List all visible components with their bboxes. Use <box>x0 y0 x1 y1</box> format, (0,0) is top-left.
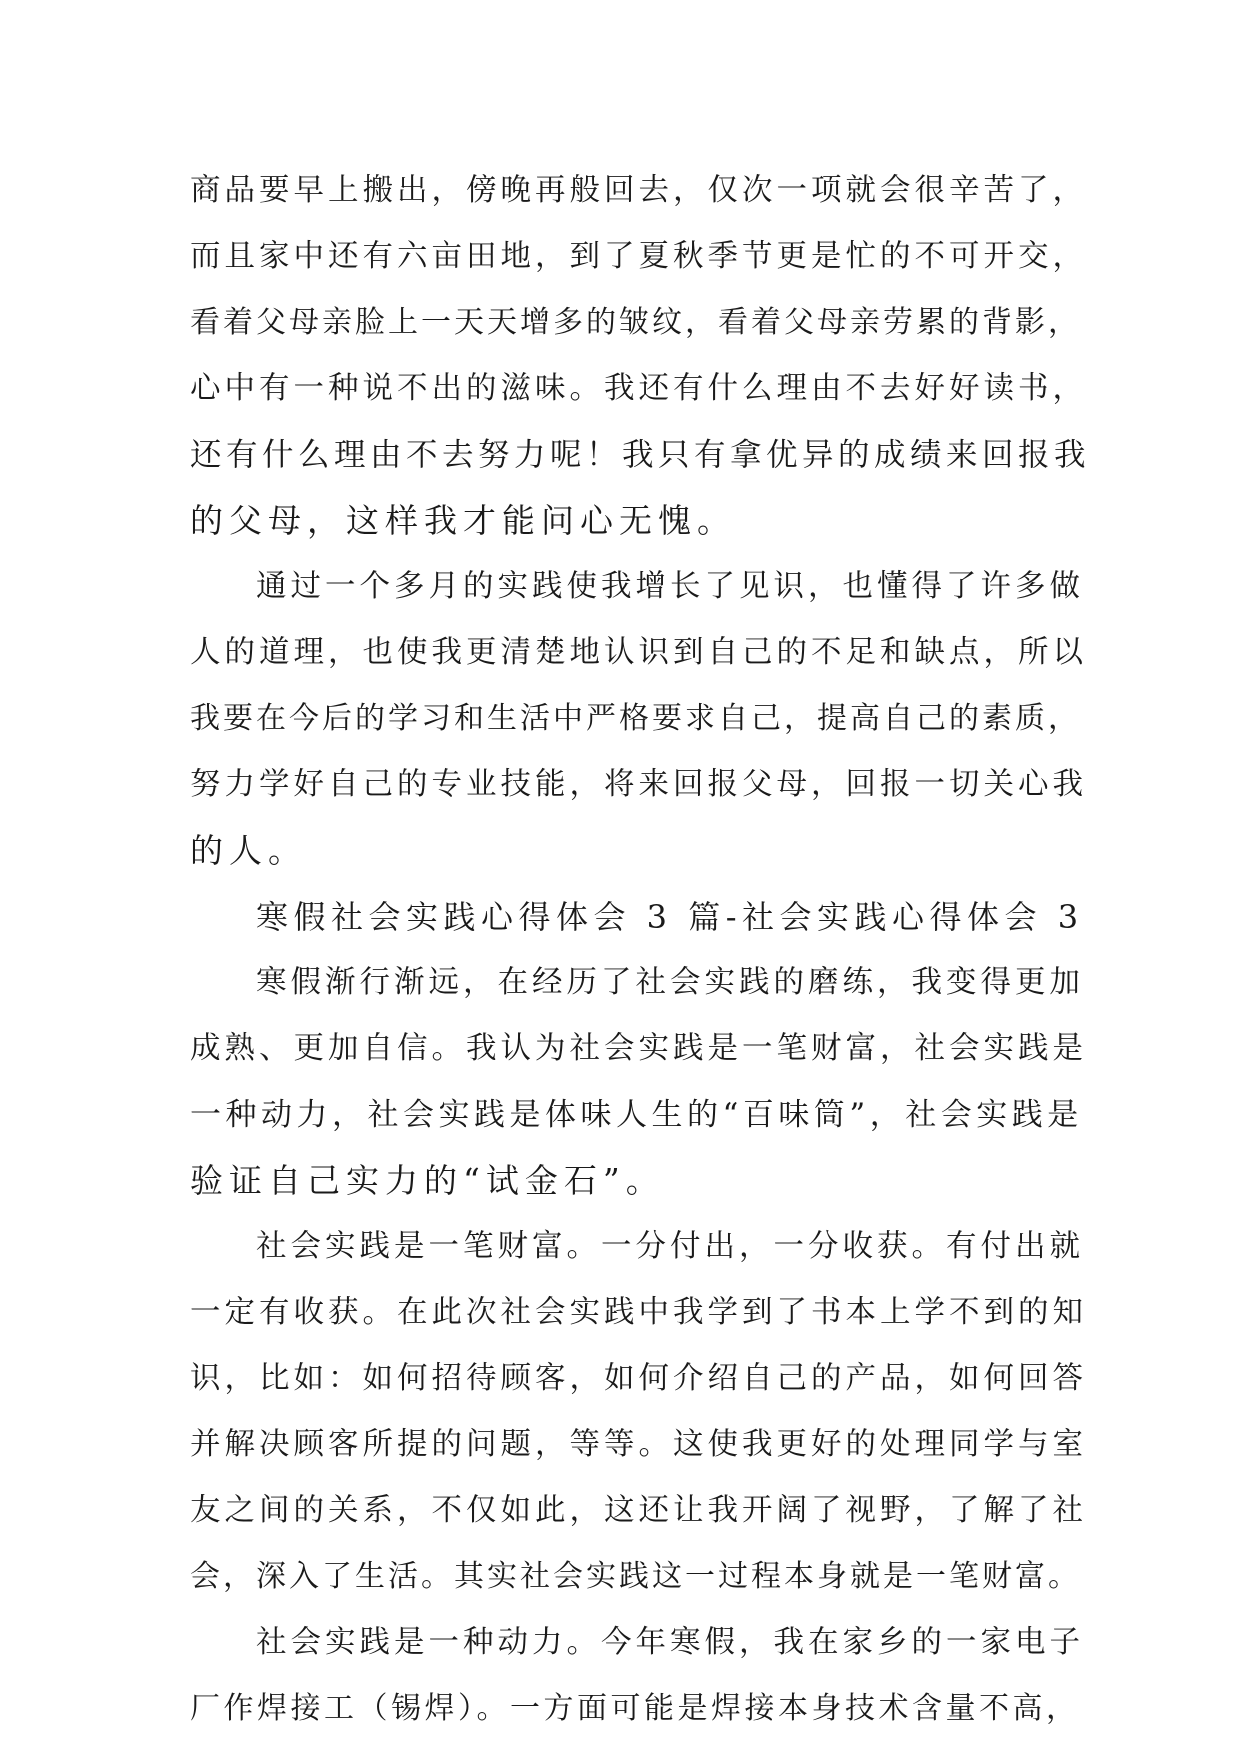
paragraph-first-line: 社会实践是一种动力。今年寒假，我在家乡的一家电子 <box>256 1625 1084 1660</box>
text-line: 会，深入了生活。其实社会实践这一过程本身就是一笔财富。 <box>190 1559 1081 1594</box>
text-line: 友之间的关系，不仅如此，这还让我开阔了视野，了解了社 <box>190 1493 1087 1528</box>
text-line: 并解决顾客所提的问题，等等。这使我更好的处理同学与室 <box>190 1427 1087 1462</box>
paragraph-first-line: 社会实践是一笔财富。一分付出，一分收获。有付出就 <box>256 1229 1084 1264</box>
text-line: 验证自己实力的“试金石”。 <box>190 1161 665 1200</box>
text-line: 还有什么理由不去努力呢！我只有拿优异的成绩来回报我 <box>190 437 1091 473</box>
text-line: 努力学好自己的专业技能，将来回报父母，回报一切关心我 <box>190 767 1087 802</box>
text-line: 看着父母亲脸上一天天增多的皱纹，看着父母亲劳累的背影， <box>190 305 1081 340</box>
text-line: 识，比如：如何招待顾客，如何介绍自己的产品，如何回答 <box>190 1361 1087 1396</box>
paragraph-first-line: 通过一个多月的实践使我增长了见识，也懂得了许多做 <box>256 569 1084 604</box>
section-heading: 寒假社会实践心得体会 3 篇-社会实践心得体会 3 <box>256 898 1084 936</box>
text-line: 一定有收获。在此次社会实践中我学到了书本上学不到的知 <box>190 1295 1087 1330</box>
text-line: 成熟、更加自信。我认为社会实践是一笔财富，社会实践是 <box>190 1031 1087 1066</box>
text-line: 的人。 <box>190 831 307 870</box>
text-line: 人的道理，也使我更清楚地认识到自己的不足和缺点，所以 <box>190 635 1087 670</box>
text-line: 我要在今后的学习和生活中严格要求自己，提高自己的素质， <box>190 701 1081 736</box>
text-line: 商品要早上搬出，傍晚再般回去，仅次一项就会很辛苦了， <box>190 173 1087 208</box>
text-line: 而且家中还有六亩田地，到了夏秋季节更是忙的不可开交， <box>190 239 1087 274</box>
text-line: 厂作焊接工（锡焊）。一方面可能是焊接本身技术含量不高， <box>190 1691 1080 1726</box>
text-line: 的父母，这样我才能问心无愧。 <box>190 501 736 540</box>
text-line: 一种动力，社会实践是体味人生的“百味筒”，社会实践是 <box>190 1097 1083 1133</box>
paragraph-first-line: 寒假渐行渐远，在经历了社会实践的磨练，我变得更加 <box>256 965 1084 1000</box>
text-line: 心中有一种说不出的滋味。我还有什么理由不去好好读书， <box>190 371 1087 406</box>
